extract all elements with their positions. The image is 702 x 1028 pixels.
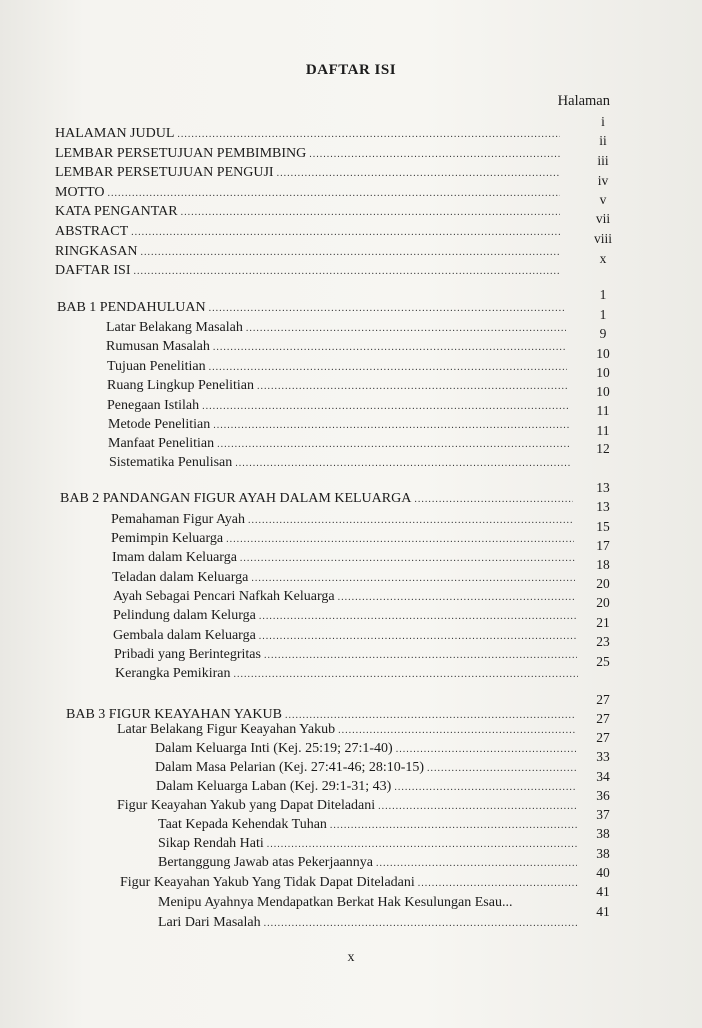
toc-entry: Sistematika Penulisan .....: [109, 453, 574, 472]
page-number: 23: [596, 634, 610, 649]
page-number-column: [588, 0, 618, 1028]
toc-entry: Figur Keayahan Yakub yang Dapat Diteladani .....: [117, 796, 580, 815]
page-number: 25: [596, 654, 610, 669]
toc-chapter: BAB 2 PANDANGAN FIGUR AYAH DALAM KELUARGA .....: [60, 489, 576, 508]
page-number: 10: [596, 346, 610, 361]
page-number: 27: [596, 730, 610, 745]
page-number: 38: [596, 846, 610, 861]
toc-entry: Dalam Keluarga Inti (Kej. 25:19; 27:1-40) .....: [155, 739, 579, 758]
page-number: 37: [596, 807, 610, 822]
page-number: 27: [596, 711, 610, 726]
page-number: 12: [596, 441, 610, 456]
toc-entry: Lari Dari Masalah .....: [158, 913, 581, 932]
toc-entry: Ayah Sebagai Pencari Nafkah Keluarga .....: [113, 587, 579, 606]
page-number: 1: [599, 307, 607, 322]
toc-entry: Taat Kepada Kehendak Tuhan .....: [158, 815, 581, 834]
toc-entry: Bertanggung Jawab atas Pekerjaannya .....: [158, 853, 580, 872]
toc-entry: Rumusan Masalah .....: [106, 337, 569, 356]
page-number: 21: [596, 615, 610, 630]
page-number: v: [599, 192, 607, 207]
page-number: 9: [599, 326, 607, 341]
page-number: 34: [596, 769, 610, 784]
page-number: 1: [599, 287, 607, 302]
toc-entry: MOTTO .....: [55, 183, 563, 202]
toc-entry: Dalam Keluarga Laban (Kej. 29:1-31; 43) .....: [156, 777, 580, 796]
page-number: 13: [596, 480, 610, 495]
toc-entry: ABSTRACT .....: [55, 222, 563, 241]
page-number: 36: [596, 788, 610, 803]
toc-entry: LEMBAR PERSETUJUAN PEMBIMBING .....: [55, 144, 563, 163]
page-number: iv: [597, 173, 609, 188]
page-number: 40: [596, 865, 610, 880]
toc-entry: Latar Belakang Masalah .....: [106, 318, 569, 337]
toc-entry: KATA PENGANTAR .....: [55, 202, 563, 221]
toc-entry: DAFTAR ISI .....: [55, 261, 563, 280]
page-number: 41: [596, 904, 610, 919]
toc-entry: Manfaat Penelitian .....: [108, 434, 573, 453]
toc-entry: Teladan dalam Keluarga .....: [112, 568, 578, 587]
toc-entry: HALAMAN JUDUL .....: [55, 124, 563, 143]
page-number: 11: [596, 403, 610, 418]
toc-entry: Imam dalam Keluarga .....: [112, 548, 578, 567]
page-number: 41: [596, 884, 610, 899]
toc-entry: Penegaan Istilah .....: [107, 396, 571, 415]
toc-entry: Figur Keayahan Yakub Yang Tidak Dapat Diteladani .....: [120, 873, 581, 892]
toc-chapter: BAB 3 FIGUR KEAYAHAN YAKUB .....: [66, 705, 578, 724]
page-number: ii: [599, 133, 607, 148]
toc-entry: Pemimpin Keluarga .....: [111, 529, 577, 548]
page-number: 38: [596, 826, 610, 841]
toc-entry: Pelindung dalam Kelurga .....: [113, 606, 579, 625]
page-number: vii: [595, 211, 611, 226]
toc-chapter: BAB 1 PENDAHULUAN .....: [57, 298, 567, 317]
page-footer-number: x: [347, 950, 355, 965]
page-number: 10: [596, 384, 610, 399]
page-number: x: [599, 251, 607, 266]
page-number: 18: [596, 557, 610, 572]
page-number: 11: [596, 423, 610, 438]
toc-entry: Pemahaman Figur Ayah .....: [111, 510, 577, 529]
page-number: 27: [596, 692, 610, 707]
page-number: 10: [596, 365, 610, 380]
toc-entry: Menipu Ayahnya Mendapatkan Berkat Hak Kesulungan Esau...: [158, 895, 513, 910]
toc-entry: Dalam Masa Pelarian (Kej. 27:41-46; 28:10-15) .....: [155, 758, 579, 777]
toc-entry: Latar Belakang Figur Keayahan Yakub .....: [117, 720, 578, 739]
toc-entry: RINGKASAN .....: [55, 242, 563, 261]
page-number: 20: [596, 595, 610, 610]
page-number: 13: [596, 499, 610, 514]
toc-entry: Tujuan Penelitian .....: [107, 357, 570, 376]
page-number: viii: [593, 231, 612, 246]
toc-entry: Kerangka Pemikiran .....: [115, 664, 581, 683]
toc-entry: Metode Penelitian .....: [108, 415, 572, 434]
page-number: i: [601, 114, 605, 129]
page-number: 17: [596, 538, 610, 553]
page-number: 33: [596, 749, 610, 764]
toc-entry: Ruang Lingkup Penelitian .....: [107, 376, 570, 395]
page-number: 20: [596, 576, 610, 591]
toc-entry: LEMBAR PERSETUJUAN PENGUJI .....: [55, 163, 563, 182]
toc-entry: Sikap Rendah Hati .....: [158, 834, 581, 853]
page-number: iii: [597, 153, 609, 168]
page-column-header: Halaman: [557, 93, 610, 109]
toc-entry: Pribadi yang Berintegritas .....: [114, 645, 580, 664]
toc-entry: Gembala dalam Keluarga .....: [113, 626, 579, 645]
page-number: 15: [596, 519, 610, 534]
page-title: DAFTAR ISI: [305, 62, 397, 78]
